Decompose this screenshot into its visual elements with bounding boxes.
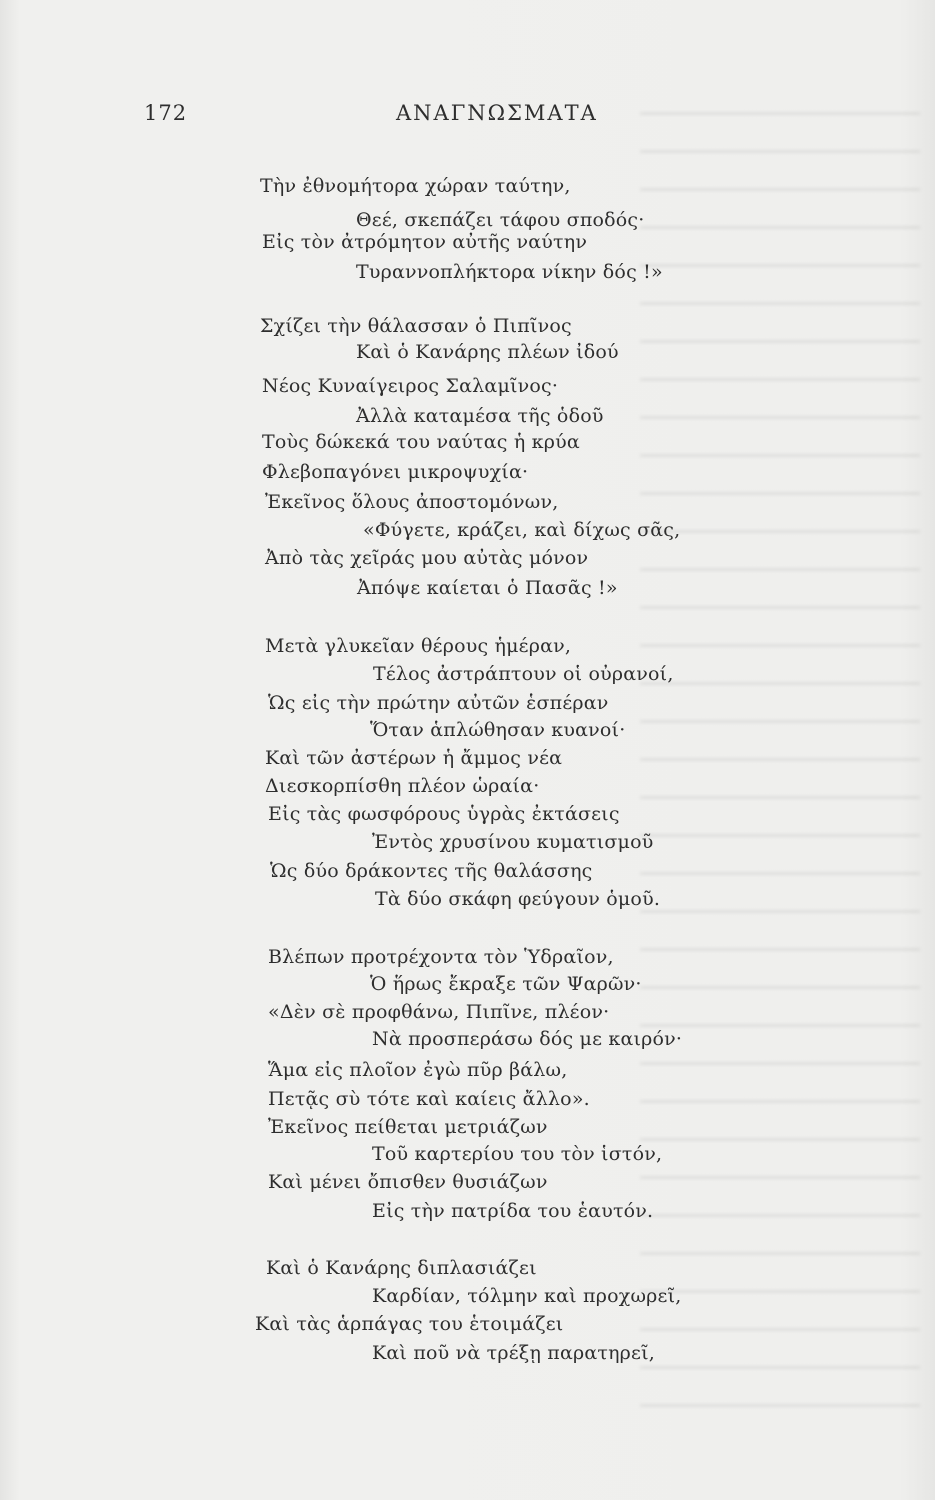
poem-line: Ὁ ἥρως ἔκραξε τῶν Ψαρῶν· bbox=[370, 973, 642, 995]
poem-line: Καὶ ὁ Κανάρης διπλασιάζει bbox=[266, 1257, 537, 1279]
poem-line: Τέλος ἀστράπτουν οἱ οὐρανοί, bbox=[373, 663, 674, 685]
poem-line: Καὶ ποῦ νὰ τρέξῃ παρατηρεῖ, bbox=[372, 1342, 655, 1364]
poem-line: Νὰ προσπεράσω δός με καιρόν· bbox=[372, 1028, 683, 1050]
poem-line: Πετᾷς σὺ τότε καὶ καίεις ἄλλο». bbox=[268, 1088, 590, 1110]
poem-line: Ὅταν ἁπλώθησαν κυανοί· bbox=[370, 719, 626, 741]
poem-line: Ὡς δύο δράκοντες τῆς θαλάσσης bbox=[270, 860, 593, 882]
poem-line: Καὶ τῶν ἀστέρων ἡ ἄμμος νέα bbox=[265, 747, 563, 769]
poem-line: Τὴν ἐθνομήτορα χώραν ταύτην, bbox=[260, 175, 571, 197]
poem-line: Σχίζει τὴν θάλασσαν ὁ Πιπῖνος bbox=[260, 315, 572, 337]
poem-line: Εἰς τὸν ἀτρόμητον αὐτῆς ναύτην bbox=[262, 231, 588, 253]
running-title: ΑΝΑΓΝΩΣΜΑΤΑ bbox=[396, 101, 598, 125]
poem-line: «Δὲν σὲ προφθάνω, Πιπῖνε, πλέον· bbox=[268, 1001, 610, 1023]
poem-line: Φλεβοπαγόνει μικροψυχία· bbox=[262, 461, 529, 483]
poem-line: Ἀπὸ τὰς χεῖράς μου αὐτὰς μόνον bbox=[265, 547, 589, 569]
poem-line: Ἐκεῖνος ὅλους ἀποστομόνων, bbox=[265, 491, 559, 513]
poem-line: Ἀπόψε καίεται ὁ Πασᾶς !» bbox=[357, 577, 618, 599]
poem-line: Τὰ δύο σκάφη φεύγουν ὁμοῦ. bbox=[375, 888, 661, 910]
poem-line: Καὶ ὁ Κανάρης πλέων ἰδού bbox=[356, 341, 619, 363]
poem-line: Τοῦ καρτερίου του τὸν ἱστόν, bbox=[372, 1143, 663, 1165]
poem-line: Ἐκεῖνος πείθεται μετριάζων bbox=[268, 1116, 548, 1138]
poem-line: Ἐντὸς χρυσίνου κυματισμοῦ bbox=[372, 831, 654, 853]
poem-line: Καὶ μένει ὄπισθεν θυσιάζων bbox=[268, 1171, 548, 1193]
poem-line: Καὶ τὰς ἁρπάγας του ἑτοιμάζει bbox=[255, 1313, 564, 1335]
poem-line: Ὡς εἰς τὴν πρώτην αὐτῶν ἑσπέραν bbox=[268, 692, 609, 714]
poem-line: Νέος Κυναίγειρος Σαλαμῖνος· bbox=[262, 375, 559, 397]
page-number: 172 bbox=[144, 101, 188, 125]
poem-line: Τυραννοπλήκτορα νίκην δός !» bbox=[356, 261, 663, 283]
poem-line: «Φύγετε, κράζει, καὶ δίχως σᾶς, bbox=[363, 519, 681, 541]
poem-line: Διεσκορπίσθη πλέον ὡραία· bbox=[265, 775, 540, 797]
poem-line: Καρδίαν, τόλμην καὶ προχωρεῖ, bbox=[372, 1285, 682, 1307]
poem-line: Ἀλλὰ καταμέσα τῆς ὁδοῦ bbox=[356, 405, 604, 427]
poem-line: Μετὰ γλυκεῖαν θέρους ἡμέραν, bbox=[265, 635, 572, 657]
poem-line: Τοὺς δώκεκά του ναύτας ἡ κρύα bbox=[262, 431, 580, 453]
poem-line: Εἰς τὰς φωσφόρους ὑγρὰς ἐκτάσεις bbox=[268, 803, 620, 825]
poem-line: Θεέ, σκεπάζει τάφου σποδός· bbox=[356, 209, 645, 231]
poem-line: Βλέπων προτρέχοντα τὸν Ὑδραῖον, bbox=[268, 946, 614, 968]
poem-line: Εἰς τὴν πατρίδα του ἑαυτόν. bbox=[372, 1200, 654, 1222]
poem-line: Ἅμα εἰς πλοῖον ἐγὼ πῦρ βάλω, bbox=[268, 1059, 568, 1081]
